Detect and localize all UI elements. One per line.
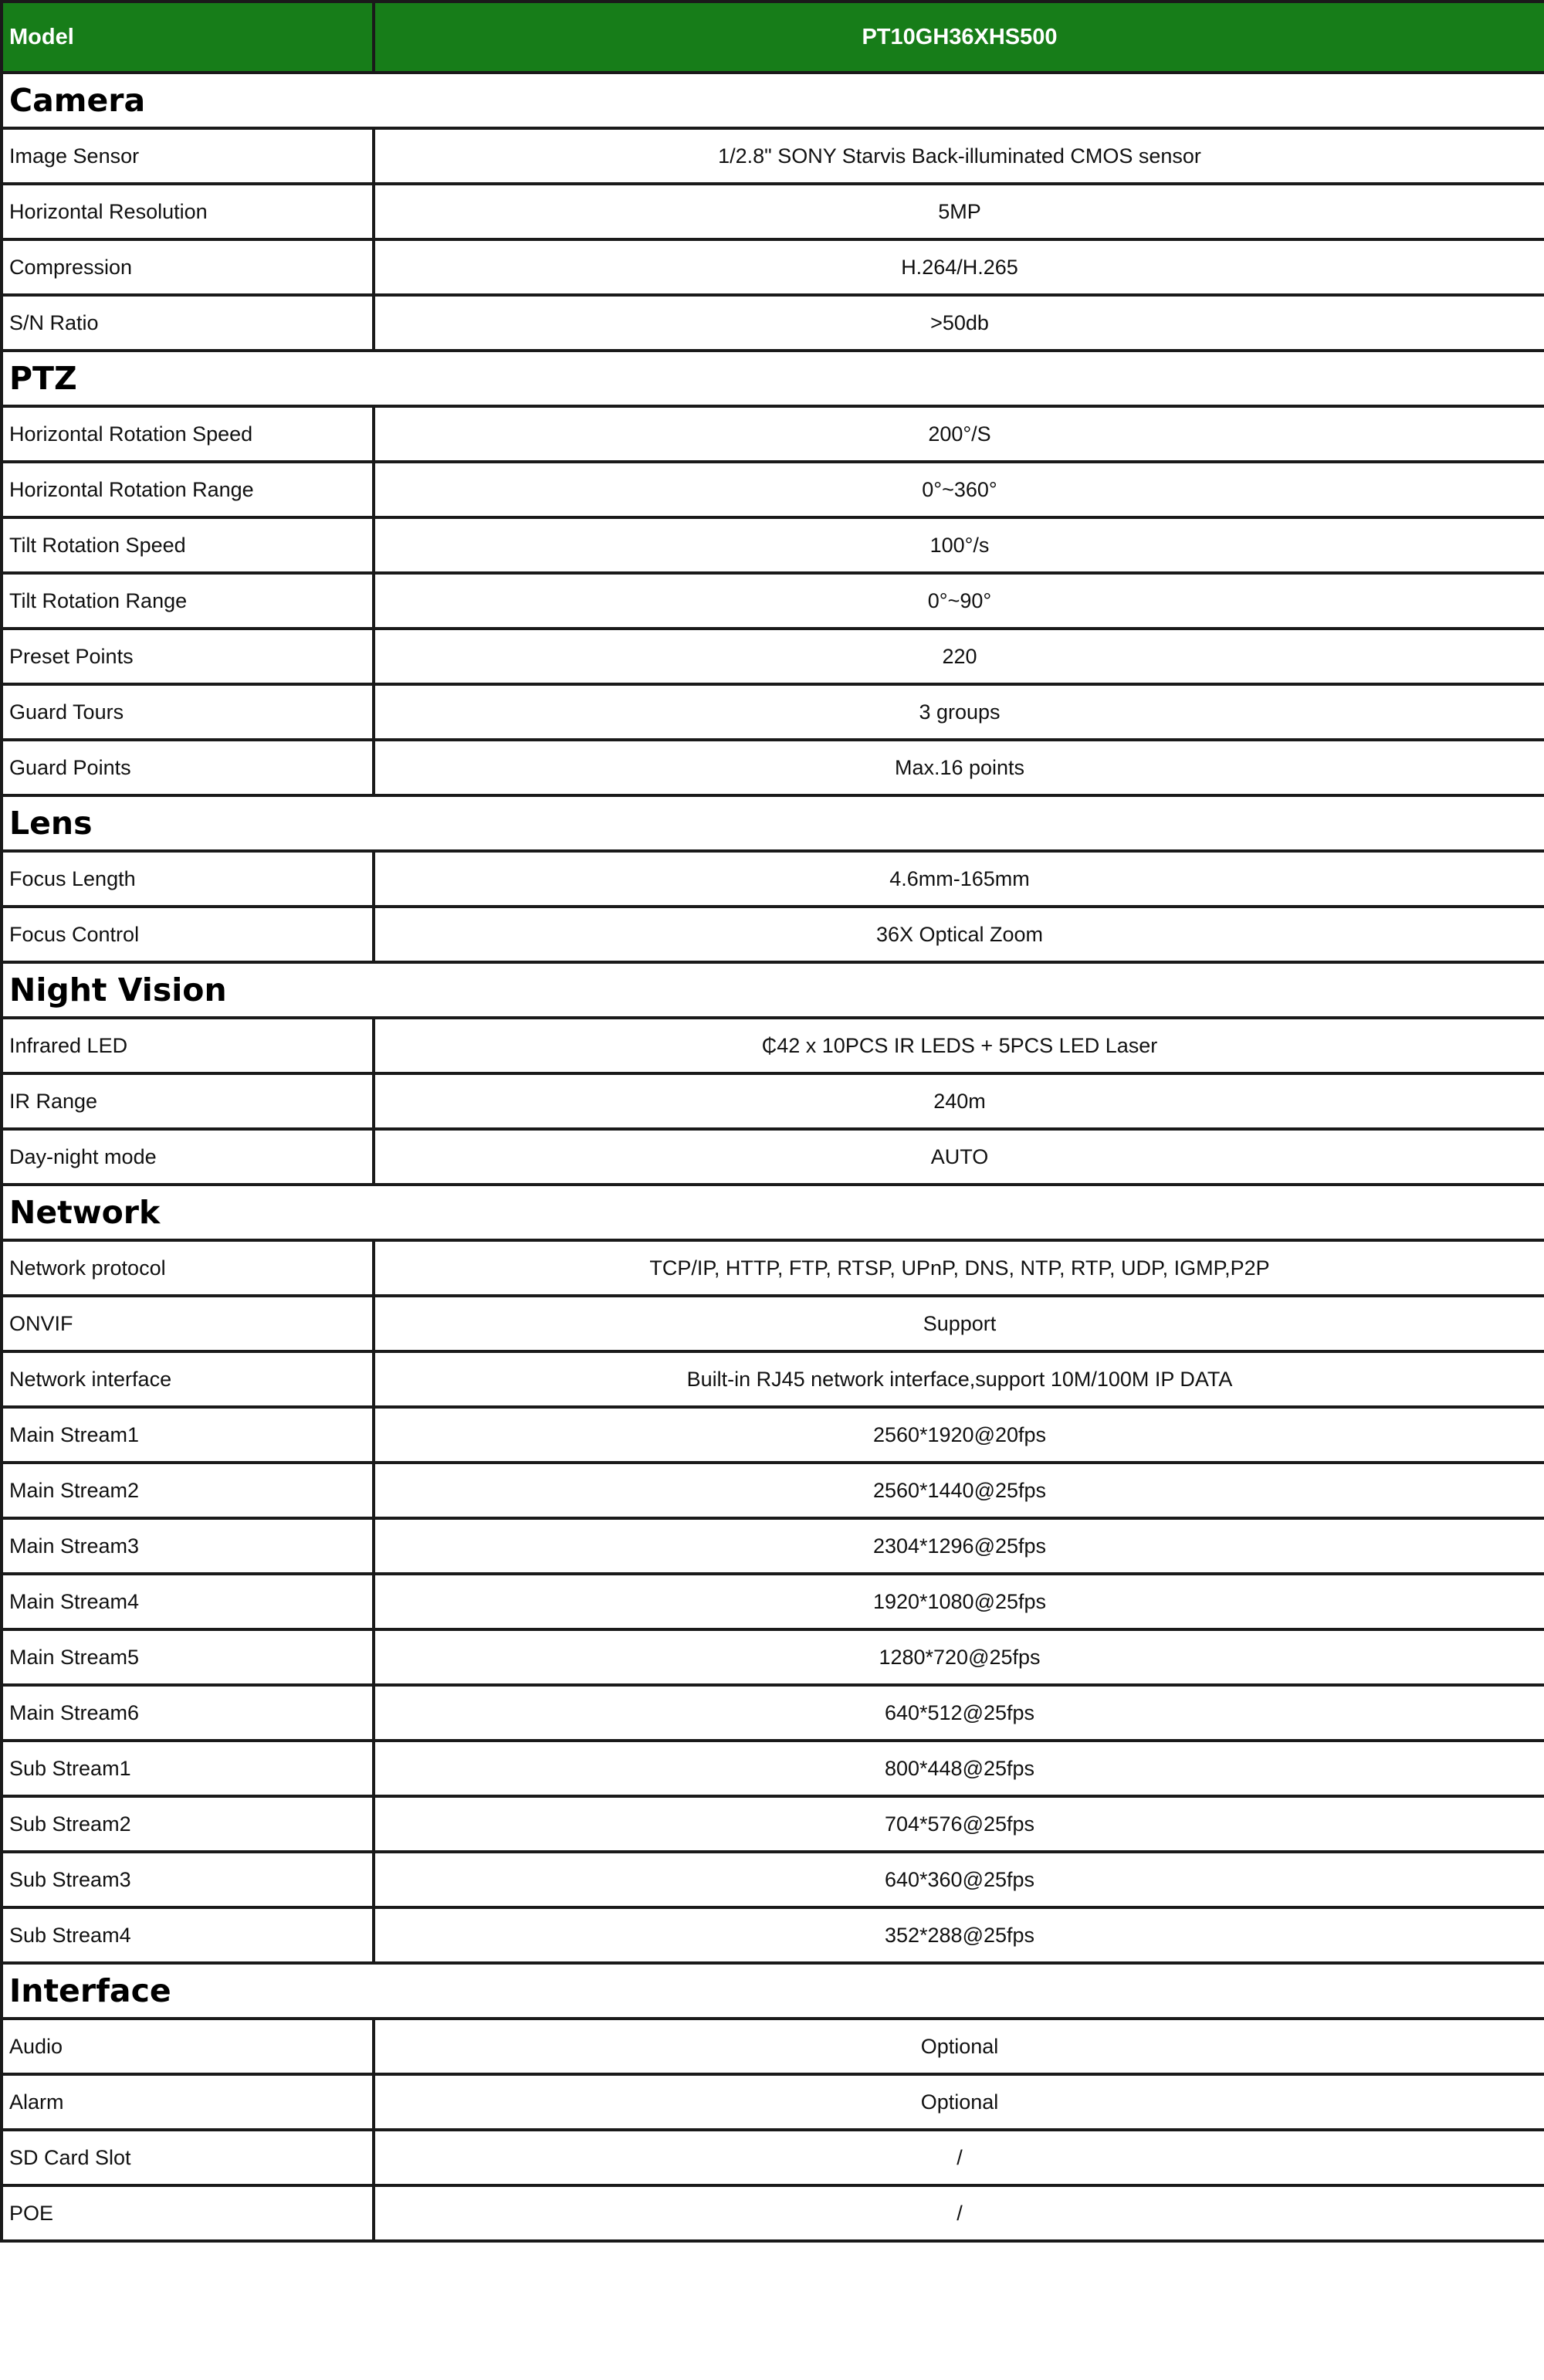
spec-label: Tilt Rotation Speed — [2, 517, 374, 573]
spec-value: / — [374, 2185, 1544, 2241]
spec-label: Preset Points — [2, 629, 374, 684]
table-row — [2, 1741, 1544, 1796]
table-row — [2, 684, 1544, 740]
model-header-row — [2, 2, 1544, 73]
spec-value: 4.6mm-165mm — [374, 851, 1544, 907]
table-row — [2, 1629, 1544, 1685]
spec-value: 2304*1296@25fps — [374, 1518, 1544, 1574]
section-interface-row — [2, 1963, 1544, 2019]
table-row — [2, 1129, 1544, 1185]
table-row — [2, 2074, 1544, 2130]
section-title: Camera — [2, 73, 1544, 128]
spec-label: POE — [2, 2185, 374, 2241]
spec-value: Optional — [374, 2019, 1544, 2074]
spec-label: Guard Points — [2, 740, 374, 795]
spec-label: Infrared LED — [2, 1018, 374, 1073]
spec-label: S/N Ratio — [2, 295, 374, 351]
section-title: Interface — [2, 1963, 1544, 2019]
model-label: Model — [2, 2, 374, 73]
spec-value: 2560*1920@20fps — [374, 1407, 1544, 1463]
table-row — [2, 239, 1544, 295]
spec-value: 36X Optical Zoom — [374, 907, 1544, 962]
spec-label: Focus Length — [2, 851, 374, 907]
section-camera-row — [2, 73, 1544, 128]
spec-label: IR Range — [2, 1073, 374, 1129]
section-title: Network — [2, 1185, 1544, 1240]
spec-label: Sub Stream2 — [2, 1796, 374, 1852]
table-row — [2, 1351, 1544, 1407]
spec-value: 0°~360° — [374, 462, 1544, 517]
spec-value: 1280*720@25fps — [374, 1629, 1544, 1685]
spec-label: Audio — [2, 2019, 374, 2074]
table-row — [2, 2130, 1544, 2185]
table-row — [2, 128, 1544, 184]
table-row — [2, 1240, 1544, 1296]
spec-value: Optional — [374, 2074, 1544, 2130]
table-row — [2, 1407, 1544, 1463]
spec-value: 3 groups — [374, 684, 1544, 740]
spec-value: ₵42 x 10PCS IR LEDS + 5PCS LED Laser — [374, 1018, 1544, 1073]
table-row — [2, 1852, 1544, 1907]
spec-value: 100°/s — [374, 517, 1544, 573]
spec-value: 1920*1080@25fps — [374, 1574, 1544, 1629]
section-title: PTZ — [2, 351, 1544, 406]
spec-value: 704*576@25fps — [374, 1796, 1544, 1852]
spec-label: Network interface — [2, 1351, 374, 1407]
spec-value: Built-in RJ45 network interface,support 10M/100M IP DATA — [374, 1351, 1544, 1407]
table-row — [2, 573, 1544, 629]
table-row — [2, 2019, 1544, 2074]
section-lens-row — [2, 795, 1544, 851]
spec-value: 5MP — [374, 184, 1544, 239]
spec-label: Sub Stream1 — [2, 1741, 374, 1796]
spec-label: ONVIF — [2, 1296, 374, 1351]
spec-label: Main Stream6 — [2, 1685, 374, 1741]
spec-value: 2560*1440@25fps — [374, 1463, 1544, 1518]
spec-value: Support — [374, 1296, 1544, 1351]
spec-value: 0°~90° — [374, 573, 1544, 629]
spec-label: Horizontal Rotation Range — [2, 462, 374, 517]
spec-label: Network protocol — [2, 1240, 374, 1296]
spec-label: SD Card Slot — [2, 2130, 374, 2185]
spec-value: 1/2.8" SONY Starvis Back-illuminated CMOS sensor — [374, 128, 1544, 184]
spec-value: 800*448@25fps — [374, 1741, 1544, 1796]
table-row — [2, 1518, 1544, 1574]
spec-value: 640*512@25fps — [374, 1685, 1544, 1741]
spec-value: AUTO — [374, 1129, 1544, 1185]
spec-value: TCP/IP, HTTP, FTP, RTSP, UPnP, DNS, NTP, RTP, UDP, IGMP,P2P — [374, 1240, 1544, 1296]
table-row — [2, 1685, 1544, 1741]
spec-value: 220 — [374, 629, 1544, 684]
table-row — [2, 629, 1544, 684]
table-row — [2, 907, 1544, 962]
table-row — [2, 1796, 1544, 1852]
spec-label: Day-night mode — [2, 1129, 374, 1185]
section-ptz-row — [2, 351, 1544, 406]
spec-label: Main Stream5 — [2, 1629, 374, 1685]
table-row — [2, 1907, 1544, 1963]
spec-label: Horizontal Resolution — [2, 184, 374, 239]
spec-label: Alarm — [2, 2074, 374, 2130]
table-row — [2, 184, 1544, 239]
table-row — [2, 1296, 1544, 1351]
section-network-row — [2, 1185, 1544, 1240]
table-row — [2, 1463, 1544, 1518]
table-row — [2, 2185, 1544, 2241]
spec-label: Main Stream1 — [2, 1407, 374, 1463]
spec-label: Main Stream3 — [2, 1518, 374, 1574]
spec-value: 240m — [374, 1073, 1544, 1129]
section-title: Night Vision — [2, 962, 1544, 1018]
spec-label: Guard Tours — [2, 684, 374, 740]
table-row — [2, 295, 1544, 351]
spec-value: >50db — [374, 295, 1544, 351]
spec-label: Compression — [2, 239, 374, 295]
spec-value: Max.16 points — [374, 740, 1544, 795]
section-title: Lens — [2, 795, 1544, 851]
spec-label: Main Stream2 — [2, 1463, 374, 1518]
table-row — [2, 1073, 1544, 1129]
table-row — [2, 1018, 1544, 1073]
table-row — [2, 517, 1544, 573]
spec-label: Tilt Rotation Range — [2, 573, 374, 629]
spec-value: 200°/S — [374, 406, 1544, 462]
table-row — [2, 851, 1544, 907]
section-night-vision-row — [2, 962, 1544, 1018]
spec-value: / — [374, 2130, 1544, 2185]
spec-label: Sub Stream4 — [2, 1907, 374, 1963]
table-row — [2, 1574, 1544, 1629]
spec-label: Horizontal Rotation Speed — [2, 406, 374, 462]
spec-value: 640*360@25fps — [374, 1852, 1544, 1907]
spec-table-body — [2, 2, 1544, 2241]
spec-value: H.264/H.265 — [374, 239, 1544, 295]
spec-label: Main Stream4 — [2, 1574, 374, 1629]
spec-label: Sub Stream3 — [2, 1852, 374, 1907]
spec-label: Image Sensor — [2, 128, 374, 184]
model-value: PT10GH36XHS500 — [374, 2, 1544, 73]
table-row — [2, 406, 1544, 462]
table-row — [2, 462, 1544, 517]
spec-label: Focus Control — [2, 907, 374, 962]
table-row — [2, 740, 1544, 795]
spec-value: 352*288@25fps — [374, 1907, 1544, 1963]
